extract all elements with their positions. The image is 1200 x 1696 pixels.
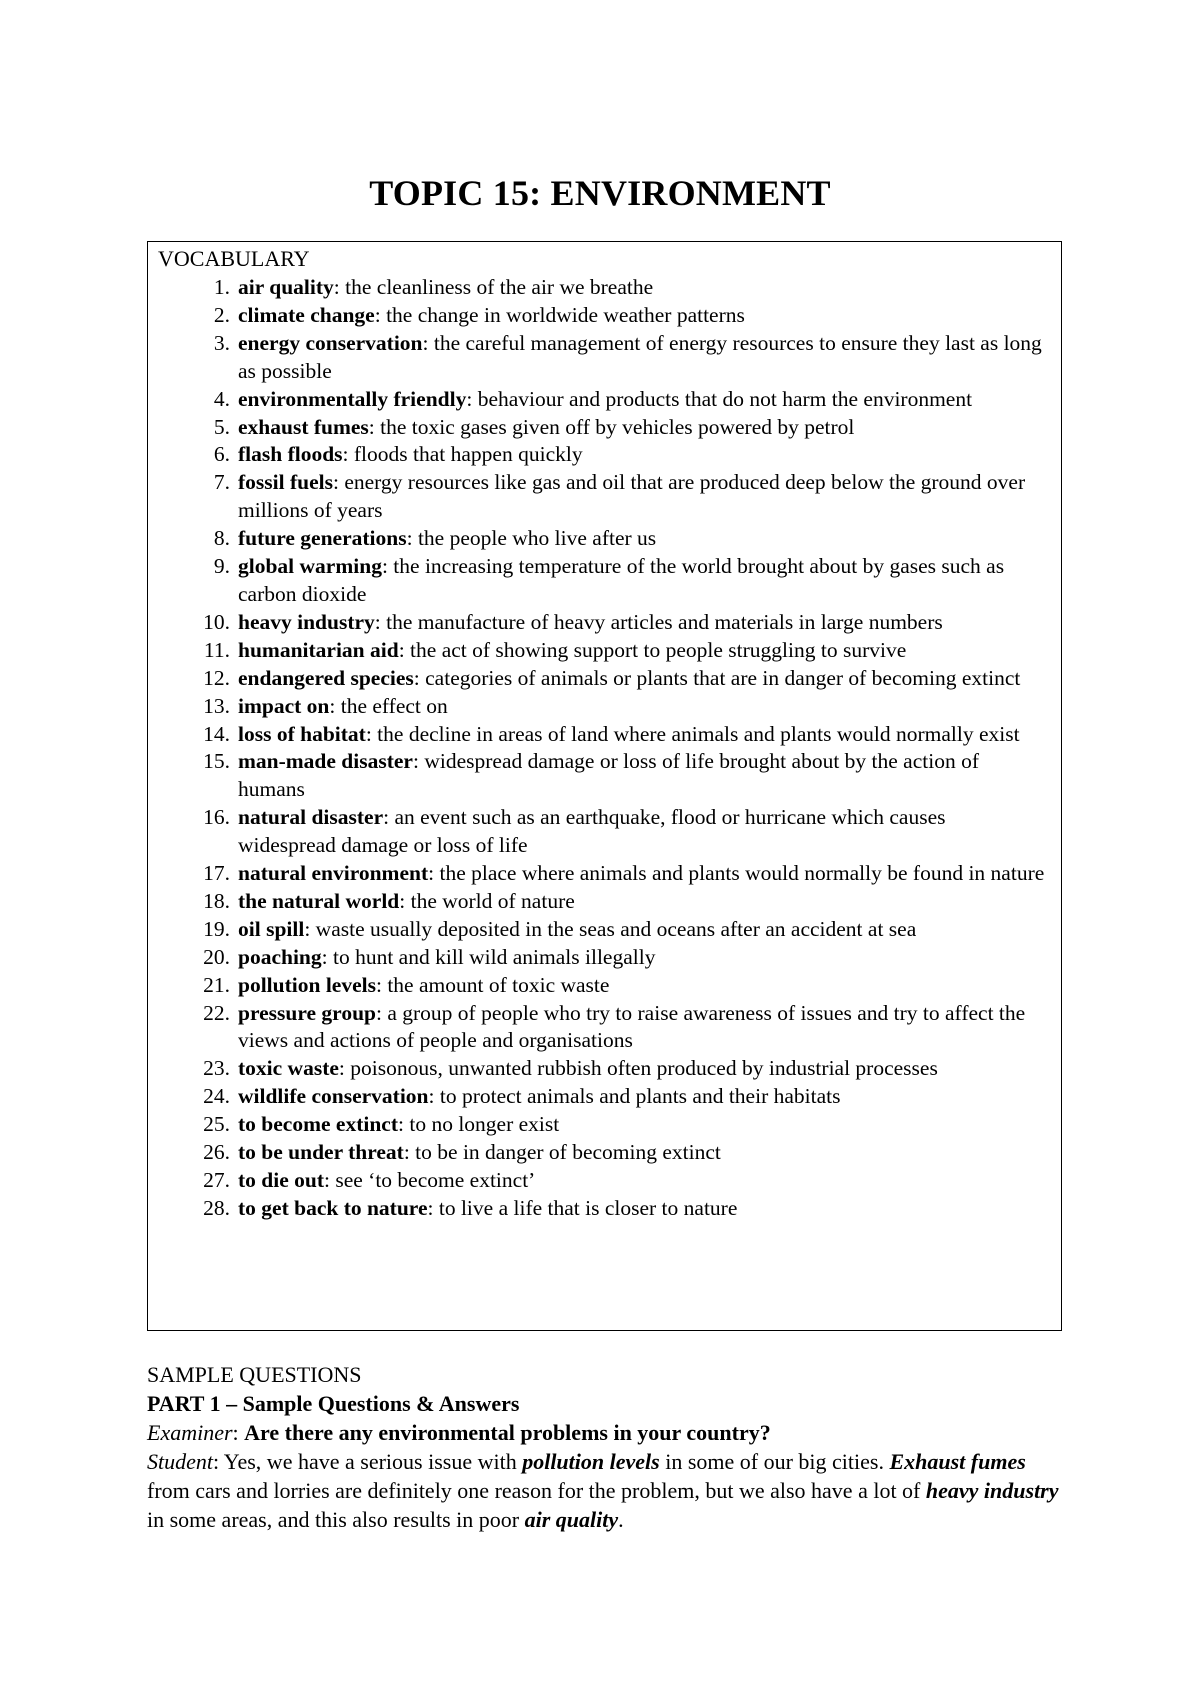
vocabulary-term: poaching <box>238 944 322 969</box>
vocabulary-item <box>148 1195 1048 1223</box>
vocabulary-item-number: 17. <box>203 861 230 886</box>
vocabulary-definition: : the place where animals and plants would normally be found in nature <box>428 861 1045 886</box>
vocabulary-item-number: 5. <box>213 414 230 439</box>
vocabulary-item-number: 9. <box>213 554 230 579</box>
vocabulary-item <box>148 665 1048 693</box>
vocabulary-definition: : the world of nature <box>399 888 575 913</box>
vocabulary-item-number: 10. <box>203 609 230 634</box>
vocabulary-box <box>147 241 1062 1331</box>
vocabulary-item-number: 26. <box>203 1140 230 1165</box>
answer-highlight: heavy industry <box>925 1478 1059 1503</box>
vocabulary-item <box>148 944 1048 972</box>
vocabulary-item <box>148 525 1048 553</box>
vocabulary-item <box>148 693 1048 721</box>
vocabulary-item <box>148 888 1048 916</box>
vocabulary-item <box>148 330 1048 386</box>
vocabulary-item-number: 21. <box>203 972 230 997</box>
vocabulary-definition: : a group of people who try to raise awareness of issues and try to affect the views and actions of people and organisations <box>238 1000 1026 1053</box>
vocabulary-item-number: 8. <box>213 526 230 551</box>
vocabulary-definition: : the act of showing support to people struggling to survive <box>398 637 907 662</box>
vocabulary-item <box>148 1139 1048 1167</box>
sample-questions-section <box>147 1360 1067 1534</box>
vocabulary-item-number: 14. <box>203 721 230 746</box>
vocabulary-item <box>148 748 1048 804</box>
vocabulary-term: endangered species <box>238 665 414 690</box>
vocabulary-definition: : waste usually deposited in the seas and oceans after an accident at sea <box>304 916 917 941</box>
vocabulary-term: future generations <box>238 526 407 551</box>
vocabulary-item <box>148 609 1048 637</box>
vocabulary-term: energy conservation <box>238 330 423 355</box>
vocabulary-definition: : the manufacture of heavy articles and materials in large numbers <box>374 609 943 634</box>
vocabulary-item-number: 2. <box>213 302 230 327</box>
vocabulary-item-number: 13. <box>203 693 230 718</box>
vocabulary-item <box>148 1111 1048 1139</box>
vocabulary-item-number: 12. <box>203 665 230 690</box>
vocabulary-item <box>148 274 1048 302</box>
vocabulary-item <box>148 916 1048 944</box>
vocabulary-item <box>148 1083 1048 1111</box>
vocabulary-term: natural disaster <box>238 805 384 830</box>
vocabulary-term: pressure group <box>238 1000 376 1025</box>
vocabulary-item <box>148 386 1048 414</box>
answer-highlight: pollution levels <box>522 1449 660 1474</box>
vocabulary-term: toxic waste <box>238 1056 339 1081</box>
answer-highlight: air quality <box>524 1507 619 1532</box>
vocabulary-definition: : the amount of toxic waste <box>375 972 610 997</box>
vocabulary-item <box>148 972 1048 1000</box>
vocabulary-definition: : poisonous, unwanted rubbish often produced by industrial processes <box>338 1056 938 1081</box>
examiner-question: Examiner: Are there any environmental problems in your country? <box>147 1420 771 1445</box>
vocabulary-item <box>148 860 1048 888</box>
vocabulary-item-number: 11. <box>203 637 230 662</box>
vocabulary-item-number: 23. <box>203 1056 230 1081</box>
sample-questions-heading: SAMPLE QUESTIONS <box>147 1362 362 1387</box>
vocabulary-heading: VOCABULARY <box>158 246 310 271</box>
vocabulary-item-number: 24. <box>203 1084 230 1109</box>
student-label: Student <box>147 1449 213 1474</box>
vocabulary-definition: : the careful management of energy resources to ensure they last as long as possible <box>238 330 1042 383</box>
vocabulary-item-number: 15. <box>203 749 230 774</box>
vocabulary-term: humanitarian aid <box>238 637 399 662</box>
vocabulary-definition: : the change in worldwide weather patterns <box>374 302 745 327</box>
vocabulary-definition: : to be in danger of becoming extinct <box>403 1140 721 1165</box>
vocabulary-item <box>148 414 1048 442</box>
vocabulary-definition: : to no longer exist <box>398 1112 560 1137</box>
vocabulary-definition: : widespread damage or loss of life brought about by the action of humans <box>238 749 979 802</box>
answer-text: from cars and lorries are definitely one reason for the problem, but we also have a lot of <box>147 1478 926 1503</box>
vocabulary-term: fossil fuels <box>238 470 333 495</box>
vocabulary-item <box>148 1055 1048 1083</box>
vocabulary-term: exhaust fumes <box>238 414 369 439</box>
answer-text: in some areas, and this also results in poor <box>147 1507 525 1532</box>
vocabulary-term: to die out <box>238 1168 324 1192</box>
vocabulary-term: to become extinct <box>238 1112 398 1137</box>
vocabulary-item <box>148 721 1048 749</box>
vocabulary-term: natural environment <box>238 861 429 886</box>
part-1-heading: PART 1 – Sample Questions & Answers <box>147 1391 520 1416</box>
vocabulary-term: air quality <box>238 275 334 299</box>
vocabulary-definition: : to protect animals and plants and their habitats <box>428 1084 841 1109</box>
vocabulary-term: oil spill <box>238 916 305 941</box>
vocabulary-term: to get back to nature <box>238 1195 428 1220</box>
examiner-label: Examiner <box>147 1420 233 1445</box>
student-answer: Student: Yes, we have a serious issue with pollution levels in some of our big cities. Exhaust fumes from cars and lorries are definitely one reason for the problem, but we also have a lot of heavy industry in some areas, and this also results in poor air quality. <box>147 1449 1059 1532</box>
vocabulary-definition: : energy resources like gas and oil that are produced deep below the ground over millions of years <box>238 470 1026 523</box>
vocabulary-definition: : floods that happen quickly <box>342 442 583 467</box>
vocabulary-term: pollution levels <box>238 972 376 997</box>
vocabulary-item-number: 18. <box>203 888 230 913</box>
vocabulary-item <box>148 1000 1048 1056</box>
vocabulary-item-number: 28. <box>203 1195 230 1220</box>
answer-text: . <box>618 1507 624 1532</box>
vocabulary-item-number: 25. <box>203 1112 230 1137</box>
vocabulary-term: impact on <box>238 693 330 718</box>
page-title: TOPIC 15: ENVIRONMENT <box>369 173 831 213</box>
vocabulary-term: man-made disaster <box>238 749 413 774</box>
vocabulary-item <box>148 637 1048 665</box>
vocabulary-item-number: 1. <box>213 275 230 299</box>
vocabulary-item <box>148 441 1048 469</box>
vocabulary-item-number: 19. <box>203 916 230 941</box>
vocabulary-definition: : categories of animals or plants that are in danger of becoming extinct <box>413 665 1021 690</box>
vocabulary-definition: : the increasing temperature of the world brought about by gases such as carbon dioxide <box>238 554 1005 606</box>
vocabulary-definition: : to live a life that is closer to nature <box>427 1195 738 1220</box>
vocabulary-item <box>148 1167 1048 1195</box>
vocabulary-item-number: 22. <box>203 1000 230 1025</box>
vocabulary-term: heavy industry <box>238 609 375 634</box>
vocabulary-definition: : the decline in areas of land where animals and plants would normally exist <box>365 721 1020 746</box>
vocabulary-item-number: 6. <box>213 442 230 467</box>
vocabulary-term: flash floods <box>238 442 343 467</box>
vocabulary-item-number: 27. <box>203 1168 230 1192</box>
vocabulary-definition: : behaviour and products that do not harm the environment <box>466 386 973 411</box>
vocabulary-definition: : the effect on <box>329 693 448 718</box>
vocabulary-list <box>148 274 1048 1223</box>
vocabulary-item-number: 7. <box>213 470 230 495</box>
vocabulary-term: global warming <box>238 554 382 579</box>
answer-text: Yes, we have a serious issue with <box>223 1449 523 1474</box>
vocabulary-definition: : the toxic gases given off by vehicles powered by petrol <box>368 414 855 439</box>
vocabulary-term: climate change <box>238 302 375 327</box>
vocabulary-definition: : the people who live after us <box>406 526 657 551</box>
vocabulary-term: loss of habitat <box>238 721 366 746</box>
vocabulary-term: to be under threat <box>238 1140 404 1165</box>
vocabulary-term: environmentally friendly <box>238 386 467 411</box>
vocabulary-item <box>148 804 1048 860</box>
vocabulary-item-number: 3. <box>213 330 230 355</box>
vocabulary-item <box>148 553 1048 609</box>
vocabulary-definition: : see ‘to become extinct’ <box>324 1168 536 1192</box>
vocabulary-term: wildlife conservation <box>238 1084 429 1109</box>
question-text: Are there any environmental problems in your country? <box>244 1420 771 1445</box>
vocabulary-item <box>148 469 1048 525</box>
vocabulary-definition: : to hunt and kill wild animals illegally <box>321 944 656 969</box>
vocabulary-item <box>148 302 1048 330</box>
vocabulary-item-number: 20. <box>203 944 230 969</box>
answer-text: in some of our big cities. <box>659 1449 890 1474</box>
answer-highlight: Exhaust fumes <box>889 1449 1026 1474</box>
vocabulary-definition: : the cleanliness of the air we breathe <box>333 275 654 299</box>
vocabulary-item-number: 16. <box>203 805 230 830</box>
vocabulary-item-number: 4. <box>213 386 230 411</box>
vocabulary-term: the natural world <box>238 888 400 913</box>
vocabulary-definition: : an event such as an earthquake, flood or hurricane which causes widespread damage or loss of life <box>238 805 946 858</box>
